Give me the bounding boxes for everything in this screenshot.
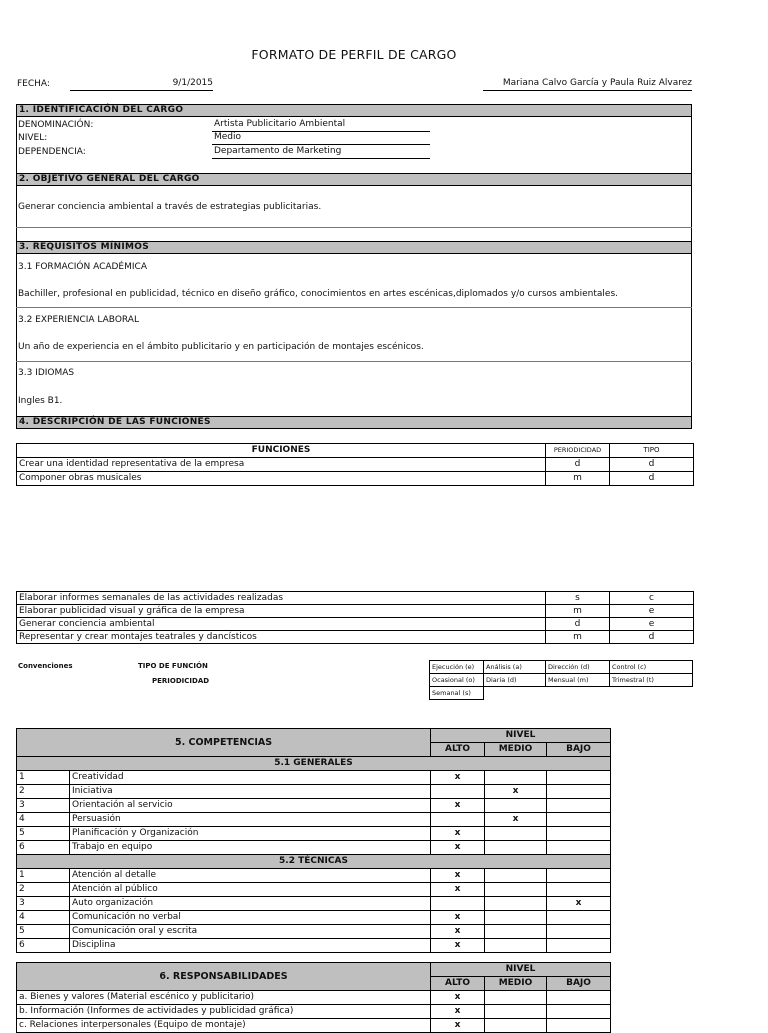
- alto-cell: x: [431, 869, 485, 883]
- empty-cell: [610, 687, 693, 700]
- table-row: [17, 771, 611, 785]
- subsection-row: [17, 757, 611, 771]
- medio-cell: [485, 841, 547, 855]
- funciones-table-top: [16, 443, 694, 486]
- bajo-header: BAJO: [547, 743, 611, 757]
- tipo-cell: e: [610, 605, 694, 618]
- periodicidad-label: PERIODICIDAD: [152, 677, 210, 685]
- nivel-header: NIVEL: [431, 729, 611, 743]
- tecnicas-title: 5.2 TÉCNICAS: [17, 855, 611, 869]
- table-row: [17, 472, 694, 486]
- section-3-header: 3. REQUISITOS MÍNIMOS: [16, 241, 692, 254]
- table-row: [17, 925, 611, 939]
- alto-cell: [431, 897, 485, 911]
- col-tipo: TIPO: [610, 444, 694, 458]
- funcion-cell: Generar conciencia ambiental: [17, 618, 546, 631]
- funcion-cell: Elaborar informes semanales de las actividades realizadas: [17, 592, 546, 605]
- num-cell: 4: [17, 813, 70, 827]
- table-header-row: [17, 963, 611, 977]
- num-cell: 3: [17, 799, 70, 813]
- conv-cell: Semanal (s): [430, 687, 484, 700]
- section-1-header: 1. IDENTIFICACIÓN DEL CARGO: [16, 104, 692, 117]
- fecha-value: 9/1/2015: [172, 78, 213, 88]
- bajo-cell: [547, 827, 611, 841]
- medio-cell: [485, 939, 547, 953]
- fecha-label: FECHA:: [17, 79, 50, 89]
- conv-cell: Análisis (a): [484, 661, 546, 674]
- formacion-text: Bachiller, profesional en publicidad, técnico en diseño gráfico, conocimientos en artes escénicas,diplomados y/o cursos ambientales.: [18, 289, 619, 299]
- num-cell: 6: [17, 939, 70, 953]
- table-row: [17, 458, 694, 472]
- num-cell: 2: [17, 785, 70, 799]
- bajo-cell: [547, 925, 611, 939]
- divider: [16, 361, 692, 362]
- bajo-cell: [547, 911, 611, 925]
- responsabilidades-table: [16, 962, 611, 1033]
- tipo-cell: e: [610, 618, 694, 631]
- alto-cell: [431, 785, 485, 799]
- competencia-cell: Auto organización: [70, 897, 431, 911]
- alto-cell: x: [431, 991, 485, 1005]
- denominacion-label: DENOMINACIÓN:: [18, 120, 94, 130]
- generales-title: 5.1 GENERALES: [17, 757, 611, 771]
- table-row: [17, 939, 611, 953]
- competencia-cell: Planificación y Organización: [70, 827, 431, 841]
- medio-cell: [485, 925, 547, 939]
- responsabilidad-cell: a. Bienes y valores (Material escénico y publicitario): [17, 991, 431, 1005]
- funcion-cell: Componer obras musicales: [17, 472, 546, 486]
- medio-cell: [485, 869, 547, 883]
- section-3-box: [16, 254, 692, 416]
- conv-cell: Dirección (d): [546, 661, 610, 674]
- num-cell: 2: [17, 883, 70, 897]
- medio-cell: [485, 991, 547, 1005]
- num-cell: 5: [17, 925, 70, 939]
- empty-cell: [546, 687, 610, 700]
- bajo-cell: [547, 1019, 611, 1033]
- bajo-cell: [547, 799, 611, 813]
- convenciones-table: [429, 660, 693, 700]
- table-row: [430, 674, 693, 687]
- num-cell: 1: [17, 771, 70, 785]
- objetivo-text: Generar conciencia ambiental a través de estrategias publicitarias.: [18, 202, 322, 212]
- alto-cell: x: [431, 799, 485, 813]
- tipo-cell: d: [610, 472, 694, 486]
- periodicidad-cell: s: [546, 592, 610, 605]
- table-row: [17, 827, 611, 841]
- medio-cell: x: [485, 813, 547, 827]
- funcion-cell: Elaborar publicidad visual y gráfica de la empresa: [17, 605, 546, 618]
- competencia-cell: Comunicación no verbal: [70, 911, 431, 925]
- table-row: [17, 1005, 611, 1019]
- table-row: [17, 592, 694, 605]
- fecha-field: [70, 78, 213, 91]
- alto-cell: x: [431, 911, 485, 925]
- page-title: FORMATO DE PERFIL DE CARGO: [251, 47, 457, 62]
- idiomas-text: Ingles B1.: [18, 396, 63, 406]
- section-2-box: [16, 186, 692, 241]
- bajo-cell: [547, 841, 611, 855]
- medio-cell: [485, 799, 547, 813]
- conv-cell: Control (c): [610, 661, 693, 674]
- table-row: [17, 618, 694, 631]
- idiomas-title: 3.3 IDIOMAS: [18, 368, 75, 378]
- conv-cell: Mensual (m): [546, 674, 610, 687]
- competencia-cell: Persuasión: [70, 813, 431, 827]
- subsection-row: [17, 855, 611, 869]
- bajo-cell: [547, 939, 611, 953]
- medio-cell: [485, 883, 547, 897]
- col-funciones: FUNCIONES: [17, 444, 546, 458]
- competencia-cell: Comunicación oral y escrita: [70, 925, 431, 939]
- tipo-cell: d: [610, 458, 694, 472]
- competencia-cell: Iniciativa: [70, 785, 431, 799]
- num-cell: 5: [17, 827, 70, 841]
- num-cell: 3: [17, 897, 70, 911]
- conv-cell: Ocasional (o): [430, 674, 484, 687]
- table-row: [430, 687, 693, 700]
- table-row: [17, 813, 611, 827]
- medio-cell: [485, 771, 547, 785]
- conv-cell: Diaria (d): [484, 674, 546, 687]
- bajo-cell: [547, 991, 611, 1005]
- medio-cell: [485, 897, 547, 911]
- table-row: [17, 991, 611, 1005]
- tipo-funcion-label: TIPO DE FUNCIÓN: [138, 662, 208, 670]
- alto-cell: x: [431, 883, 485, 897]
- conv-cell: Ejecución (e): [430, 661, 484, 674]
- competencia-cell: Disciplina: [70, 939, 431, 953]
- bajo-cell: [547, 869, 611, 883]
- medio-header: MEDIO: [485, 743, 547, 757]
- table-header-row: [17, 444, 694, 458]
- table-header-row: [17, 729, 611, 743]
- medio-cell: [485, 1019, 547, 1033]
- alto-cell: x: [431, 827, 485, 841]
- competencias-title: 5. COMPETENCIAS: [17, 729, 431, 757]
- tipo-cell: d: [610, 631, 694, 644]
- table-row: [17, 883, 611, 897]
- dependencia-label: DEPENDENCIA:: [18, 147, 86, 157]
- responsabilidad-cell: c. Relaciones interpersonales (Equipo de montaje): [17, 1019, 431, 1033]
- section-4-header: 4. DESCRIPCIÓN DE LAS FUNCIONES: [16, 416, 692, 429]
- periodicidad-cell: m: [546, 631, 610, 644]
- table-row: [430, 661, 693, 674]
- alto-header: ALTO: [431, 743, 485, 757]
- competencias-table: [16, 728, 611, 953]
- competencia-cell: Trabajo en equipo: [70, 841, 431, 855]
- funcion-cell: Crear una identidad representativa de la empresa: [17, 458, 546, 472]
- autores-value: Mariana Calvo García y Paula Ruiz Alvarez: [502, 78, 692, 88]
- competencia-cell: Orientación al servicio: [70, 799, 431, 813]
- nivel-header: NIVEL: [431, 963, 611, 977]
- convenciones-label: Convenciones: [18, 662, 73, 670]
- table-row: [17, 897, 611, 911]
- periodicidad-cell: m: [546, 472, 610, 486]
- responsabilidad-cell: b. Información (Informes de actividades y publicidad gráfica): [17, 1005, 431, 1019]
- num-cell: 6: [17, 841, 70, 855]
- dependencia-value: Departamento de Marketing: [212, 146, 430, 159]
- table-row: [17, 1019, 611, 1033]
- section-2-header: 2. OBJETIVO GENERAL DEL CARGO: [16, 173, 692, 186]
- formacion-title: 3.1 FORMACIÓN ACADÉMICA: [18, 262, 147, 272]
- bajo-cell: [547, 1005, 611, 1019]
- bajo-cell: x: [547, 897, 611, 911]
- alto-cell: x: [431, 771, 485, 785]
- bajo-header: BAJO: [547, 977, 611, 991]
- col-periodicidad: PERIODICIDAD: [546, 444, 610, 458]
- medio-cell: [485, 827, 547, 841]
- table-row: [17, 785, 611, 799]
- competencia-cell: Atención al detalle: [70, 869, 431, 883]
- bajo-cell: [547, 813, 611, 827]
- tipo-cell: c: [610, 592, 694, 605]
- alto-cell: x: [431, 939, 485, 953]
- empty-cell: [484, 687, 546, 700]
- alto-cell: x: [431, 925, 485, 939]
- alto-cell: x: [431, 1019, 485, 1033]
- table-row: [17, 799, 611, 813]
- funcion-cell: Representar y crear montajes teatrales y dancísticos: [17, 631, 546, 644]
- nivel-value: Medio: [212, 132, 430, 145]
- medio-cell: [485, 911, 547, 925]
- bajo-cell: [547, 771, 611, 785]
- periodicidad-cell: m: [546, 605, 610, 618]
- medio-cell: [485, 1005, 547, 1019]
- num-cell: 1: [17, 869, 70, 883]
- table-row: [17, 631, 694, 644]
- bajo-cell: [547, 785, 611, 799]
- bajo-cell: [547, 883, 611, 897]
- periodicidad-cell: d: [546, 458, 610, 472]
- experiencia-text: Un año de experiencia en el ámbito publicitario y en participación de montajes escénicos.: [18, 342, 424, 352]
- alto-cell: [431, 813, 485, 827]
- medio-cell: x: [485, 785, 547, 799]
- alto-header: ALTO: [431, 977, 485, 991]
- conv-cell: Trimestral (t): [610, 674, 693, 687]
- competencia-cell: Atención al público: [70, 883, 431, 897]
- divider: [16, 227, 692, 228]
- table-row: [17, 841, 611, 855]
- num-cell: 4: [17, 911, 70, 925]
- divider: [16, 307, 692, 308]
- competencia-cell: Creatividad: [70, 771, 431, 785]
- denominacion-value: Artista Publicitario Ambiental: [212, 119, 430, 132]
- table-row: [17, 911, 611, 925]
- nivel-label: NIVEL:: [18, 133, 48, 143]
- medio-header: MEDIO: [485, 977, 547, 991]
- autores-field: [483, 78, 692, 91]
- alto-cell: x: [431, 841, 485, 855]
- table-row: [17, 869, 611, 883]
- responsabilidades-title: 6. RESPONSABILIDADES: [17, 963, 431, 991]
- funciones-table-bottom: [16, 591, 694, 644]
- experiencia-title: 3.2 EXPERIENCIA LABORAL: [18, 315, 139, 325]
- periodicidad-cell: d: [546, 618, 610, 631]
- table-row: [17, 605, 694, 618]
- alto-cell: x: [431, 1005, 485, 1019]
